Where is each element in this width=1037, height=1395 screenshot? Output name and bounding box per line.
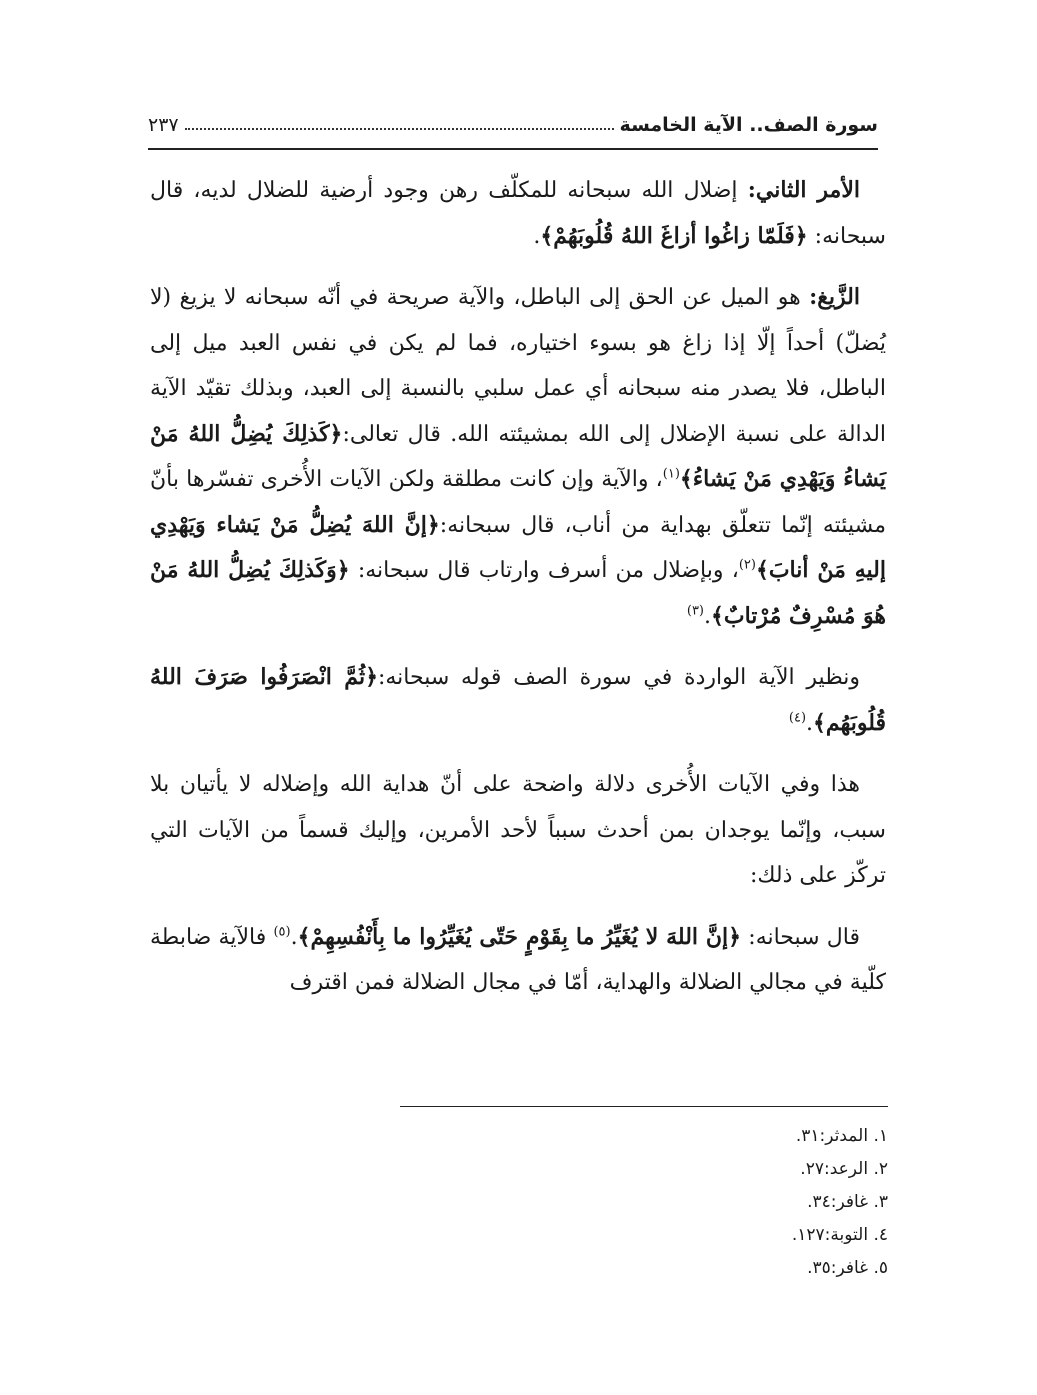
footnote-divider (400, 1106, 888, 1107)
main-text (150, 168, 886, 1022)
footnote-item: ٣. غافر:٣٤. (807, 1192, 888, 1212)
footnote-marker: (٢) (738, 557, 756, 573)
footnote-item: ٥. غافر:٣٥. (807, 1258, 888, 1278)
footnote-item: ٢. الرعد:٢٧. (800, 1159, 888, 1179)
paragraph-text: فالآية ضابطة كلّية في مجالي الضلالة والهداية، أمّا في مجال الضلالة فمن اقترف (150, 924, 886, 995)
footnote-marker: (٣) (686, 603, 704, 619)
paragraph-other-verses (150, 762, 886, 899)
quran-verse: ﴿إنَّ اللهَ يُضِلُّ مَنْ يَشاء وَيَهْدِي إليهِ مَنْ أنابَ﴾ (150, 511, 886, 583)
header-leader-dots (185, 127, 614, 130)
paragraph-text: إضلال الله سبحانه للمكلّف رهن وجود أرضية للضلال لديه، قال سبحانه: (150, 178, 886, 249)
quran-verse: ﴿إنَّ اللهَ لا يُغَيِّرُ ما بِقَوْمٍ حَتّى يُغَيِّرُوا ما بِأَنْفُسِهِمْ﴾ (297, 923, 742, 950)
paragraph-text: ونظير الآية الواردة في سورة الصف قوله سبحانه: (377, 665, 860, 690)
quran-verse: ﴿ثُمَّ انْصَرَفُوا صَرَفَ اللهُ قُلُوبَهُم﴾ (150, 664, 886, 736)
footnote-item: ٤. التوبة:١٢٧. (791, 1225, 888, 1245)
paragraph-text: . (290, 924, 298, 950)
quran-verse: ﴿وَكَذلِكَ يُضِلُّ اللهُ مَنْ هُوَ مُسْرِفٌ مُرْتابٌ﴾ (150, 557, 886, 629)
footnote-marker: (١) (662, 466, 680, 482)
paragraph-text: هذا وفي الآيات الأُخرى دلالة واضحة على أنّ هداية الله وإضلاله لا يأتيان بلا سبب، وإنّما يوجدان بمن أحدث سبباً لأحد الأمرين، وإليك قسماً من الآيات التي تركّز على ذلك: (150, 772, 886, 888)
page-number: ٢٣٧ (148, 114, 179, 136)
paragraph-text: . (806, 710, 814, 736)
footnotes (500, 1120, 888, 1285)
paragraph-text: ، وبإضلال من أسرف وارتاب قال سبحانه: (349, 558, 739, 583)
paragraph-second-matter (150, 168, 886, 259)
footnote-marker: (٥) (273, 924, 291, 940)
header-divider (148, 148, 878, 150)
term-zaygh: الزَّيغ: (809, 284, 860, 310)
paragraph-text: . (704, 603, 711, 629)
term-second-matter: الأمر الثاني: (747, 177, 860, 203)
quran-verse: ﴿كَذلِكَ يُضِلُّ اللهُ مَنْ يَشاءُ وَيَهْدِي مَنْ يَشاءُ﴾ (150, 420, 886, 492)
paragraph-change-verse (150, 915, 886, 1006)
paragraph-text: . (533, 223, 541, 249)
paragraph-text: قال سبحانه: (741, 924, 860, 950)
running-header-title: سورة الصف.. الآية الخامسة (619, 114, 878, 136)
paragraph-text: ، والآية وإن كانت مطلقة ولكن الآيات الأُخرى تفسّرها بأنّ مشيئته إنّما تتعلّق بهداية من أناب، قال سبحانه: (150, 467, 886, 538)
paragraph-text: هو الميل عن الحق إلى الباطل، والآية صريحة في أنّه سبحانه لا يزيغ (لا يُضلّ) أحداً إلّا إذا زاغ هو بسوء اختياره، فما لم يكن في نفس العبد ميل إلى الباطل، فلا يصدر منه سبحانه أي عمل سلبي بالنسبة إلى العبد، وبذلك تقيّد الآية الدالة على نسبة الإضلال إلى الله بمشيئته الله. قال تعالى: (150, 285, 887, 447)
paragraph-similar-verse (150, 655, 886, 746)
paragraph-zaygh (150, 275, 886, 639)
footnote-marker: (٤) (788, 710, 807, 726)
quran-verse: ﴿فَلَمّا زاغُوا أزاغَ اللهُ قُلُوبَهُمْ﴾ (540, 222, 808, 249)
running-header (148, 96, 878, 136)
footnote-item: ١. المدثر:٣١. (795, 1126, 888, 1146)
